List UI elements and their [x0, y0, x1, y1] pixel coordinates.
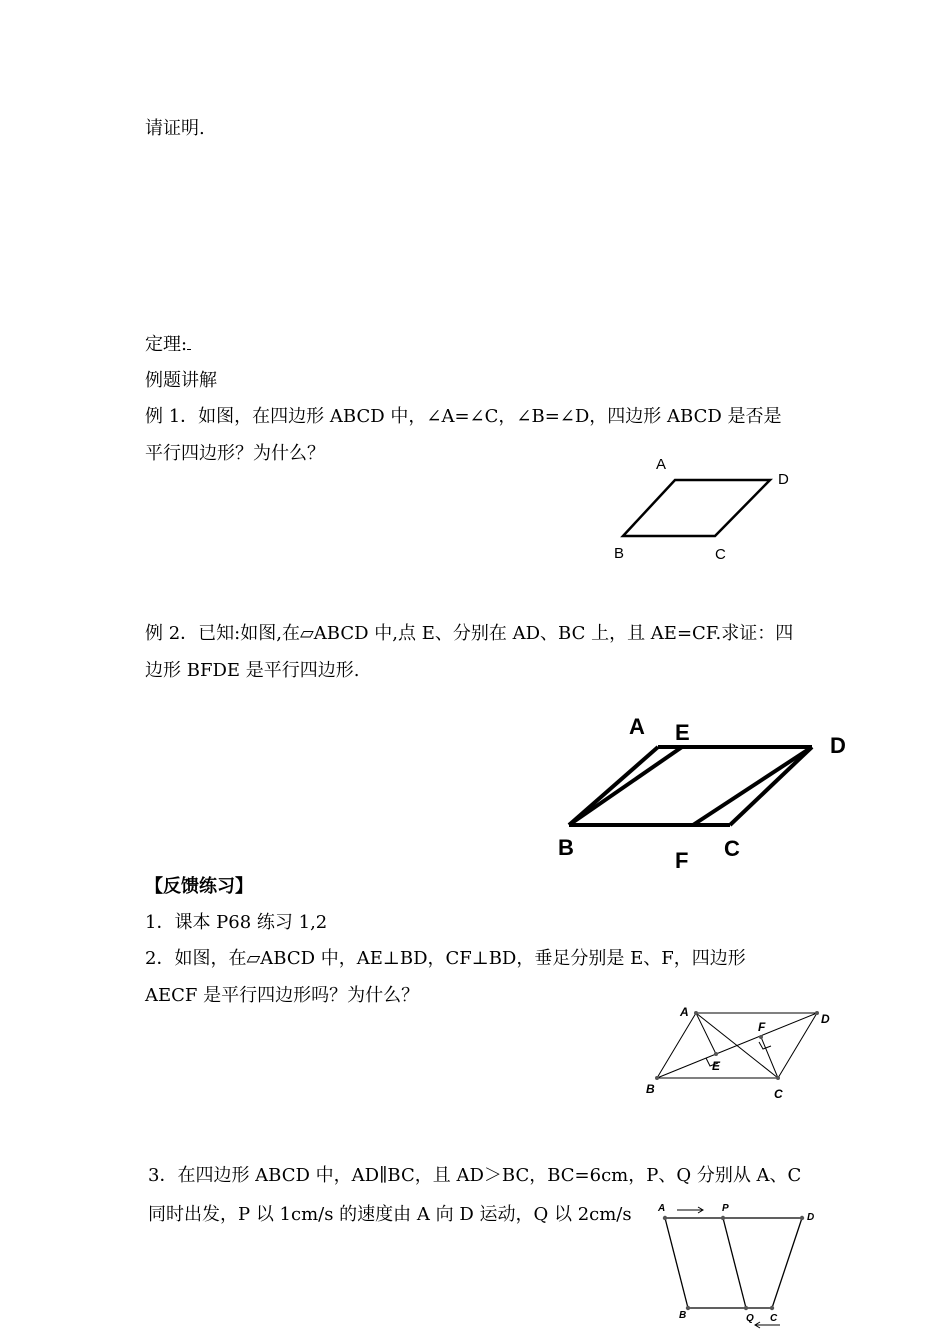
- figure-segment: [723, 1218, 746, 1308]
- point-label-q: Q: [746, 1313, 754, 1324]
- example2-line2: 边形 BFDE 是平行四边形.: [145, 660, 360, 681]
- point-label-e: E: [712, 1059, 721, 1073]
- vertex-label-a: A: [658, 1203, 666, 1214]
- point-label-p: P: [722, 1203, 729, 1214]
- feedback-item3-line1: 3．在四边形 ABCD 中，AD∥BC，且 AD＞BC，BC=6cm，P、Q 分别从 A、C: [148, 1165, 802, 1186]
- feedback-item2-line2: AECF 是平行四边形吗？为什么？: [145, 985, 420, 1006]
- example1-line1: 例 1．如图，在四边形 ABCD 中，∠A=∠C，∠B=∠D，四边形 ABCD 是否是: [145, 406, 782, 427]
- figure-segment: [569, 747, 658, 825]
- vertex-dot: [686, 1306, 690, 1310]
- examples-heading: 例题讲解: [145, 370, 217, 391]
- figure-segment: [696, 1013, 716, 1054]
- vertex-dot: [694, 1011, 698, 1015]
- figure-segment: [696, 1013, 778, 1078]
- point-label-e: E: [675, 720, 690, 745]
- vertex-label-d: D: [830, 733, 846, 758]
- figure-segment: [693, 747, 812, 825]
- vertex-label-b: B: [558, 835, 574, 860]
- vertex-label-b: B: [679, 1310, 687, 1321]
- vertex-dot: [770, 1306, 774, 1310]
- figure-segment: [665, 1218, 688, 1308]
- example1-line2: 平行四边形？为什么？: [145, 443, 325, 464]
- vertex-label-c: C: [774, 1087, 783, 1101]
- example2-line1: 例 2．已知:如图,在▱ABCD 中,点 E、分别在 AD、BC 上，且 AE=CF.求证：四: [145, 623, 794, 644]
- vertex-dot: [759, 1035, 763, 1039]
- example1-parallelogram-figure: [600, 450, 810, 570]
- figure-segment: [569, 747, 682, 825]
- parallelogram-abcd: [623, 480, 770, 536]
- vertex-label-c: C: [715, 546, 726, 563]
- vertex-label-d: D: [821, 1012, 830, 1026]
- vertex-dot: [776, 1076, 780, 1080]
- feedback-heading: 【反馈练习】: [145, 876, 253, 897]
- figure-segment: [772, 1218, 802, 1308]
- vertex-label-a: A: [656, 456, 667, 473]
- feedback-item2-figure: [640, 1000, 840, 1110]
- vertex-label-a: A: [629, 714, 645, 739]
- feedback-item3-line2: 同时出发，P 以 1cm/s 的速度由 A 向 D 运动，Q 以 2cm/s: [148, 1204, 632, 1225]
- vertex-label-b: B: [614, 545, 625, 562]
- vertex-dot: [721, 1216, 725, 1220]
- proof-prompt: 请证明.: [145, 118, 205, 139]
- vertex-dot: [800, 1216, 804, 1220]
- vertex-dot: [815, 1011, 819, 1015]
- point-label-f: F: [675, 848, 689, 873]
- vertex-dot: [744, 1306, 748, 1310]
- vertex-label-a: A: [680, 1005, 689, 1019]
- feedback-item1: 1．课本 P68 练习 1,2: [145, 912, 328, 933]
- vertex-dot: [655, 1076, 659, 1080]
- vertex-label-d: D: [778, 471, 789, 488]
- theorem-label: 定理:: [145, 334, 191, 356]
- vertex-label-d: D: [807, 1212, 815, 1223]
- vertex-dot: [714, 1052, 718, 1056]
- vertex-label-c: C: [724, 836, 740, 861]
- vertex-dot: [663, 1216, 667, 1220]
- point-label-f: F: [758, 1020, 766, 1034]
- vertex-label-b: B: [646, 1082, 655, 1096]
- example2-parallelogram-figure: [550, 710, 860, 880]
- figure-segment: [730, 747, 812, 825]
- feedback-item3-trapezoid-figure: [650, 1195, 830, 1335]
- vertex-label-c: C: [770, 1313, 778, 1324]
- feedback-item2-line1: 2．如图，在▱ABCD 中，AE⊥BD，CF⊥BD，垂足分别是 E、F，四边形: [145, 948, 746, 969]
